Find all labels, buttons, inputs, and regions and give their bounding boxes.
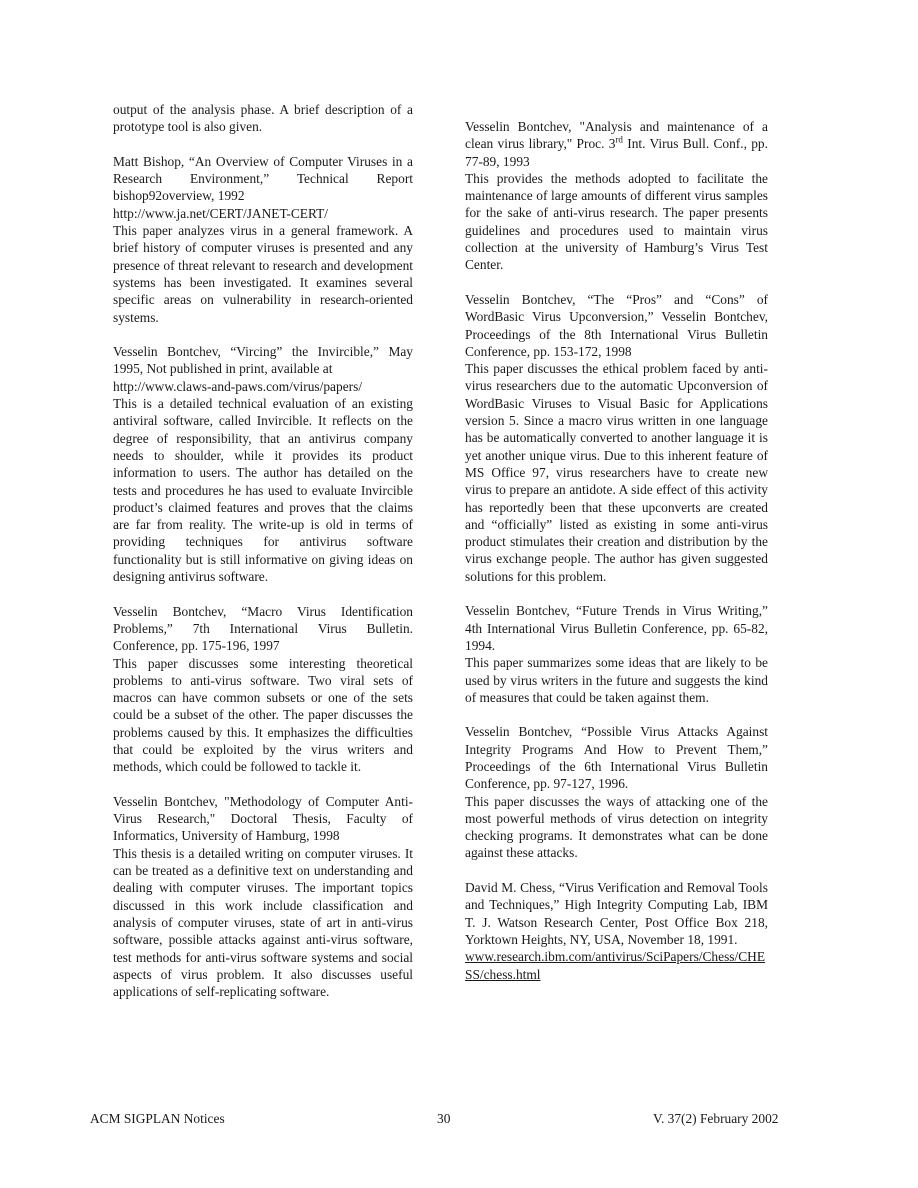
citation-text: Vesselin Bontchev, "Analysis and maintenance of a clean virus library," Proc. 3 bbox=[465, 119, 768, 152]
reference-url: http://www.claws-and-paws.com/virus/papers/ bbox=[113, 378, 363, 394]
reference-citation: Vesselin Bontchev, “Vircing” the Invircible,” May 1995, Not published in print, available at bbox=[113, 344, 413, 377]
reference-entry bbox=[113, 343, 413, 585]
reference-abstract: This paper discusses some interesting theoretical problems to anti-virus software. Two viral sets of macros can have common subsets or one of the sets could be a subset of the other. The paper discusses the problems caused by this. It emphasizes the difficulties that could be exploited by the virus writers and methods, which could be followed to tackle it. bbox=[113, 655, 413, 775]
reference-entry bbox=[465, 291, 768, 585]
reference-entry bbox=[465, 118, 768, 274]
reference-abstract: This paper analyzes virus in a general framework. A brief history of computer viruses is presented and any presence of threat relevant to research and development systems has been investigated. It examines several specific areas on vulnerability in research-oriented systems. bbox=[113, 223, 413, 325]
reference-citation: David M. Chess, “Virus Verification and Removal Tools and Techniques,” High Integrity Computing Lab, IBM T. J. Watson Research Center, Post Office Box 218, Yorktown Heights, NY, USA, November 18, 1991. bbox=[465, 880, 768, 947]
reference-citation: Vesselin Bontchev, "Methodology of Computer Anti-Virus Research," Doctoral Thesis, Faculty of Informatics, University of Hamburg, 1998 bbox=[113, 793, 413, 844]
citation-text: Int. Virus Bull. Conf., pp. 77-89, 1993 bbox=[465, 136, 768, 169]
reference-citation: Vesselin Bontchev, “Possible Virus Attacks Against Integrity Programs And How to Prevent Them,” Proceedings of the 6th International Virus Bulletin Conference, pp. 97-127, 1996. bbox=[465, 724, 768, 792]
reference-entry bbox=[465, 723, 768, 861]
reference-citation bbox=[465, 118, 768, 170]
reference-url: http://www.ja.net/CERT/JANET-CERT/ bbox=[113, 205, 328, 221]
reference-abstract: This paper discusses the ways of attacking one of the most powerful methods of virus detection on integrity checking programs. It demonstrates what can be done against these attacks. bbox=[465, 793, 768, 861]
reference-abstract: This thesis is a detailed writing on computer viruses. It can be treated as a definitive text on understanding and dealing with computer viruses. The important topics discussed in this work include classification and analysis of computer viruses, state of art in anti-virus software, possible attacks against anti-virus software, test methods for anti-virus software systems and social aspects of virus problem. It also discusses useful applications of self-replicating software. bbox=[113, 845, 413, 1000]
left-column bbox=[113, 101, 413, 1018]
reference-entry bbox=[113, 603, 413, 776]
reference-citation: Matt Bishop, “An Overview of Computer Viruses in a Research Environment,” Technical Report bishop92overview, 1992 bbox=[113, 153, 413, 204]
right-column bbox=[465, 118, 768, 1000]
footer-issue: V. 37(2) February 2002 bbox=[653, 1111, 779, 1126]
reference-entry bbox=[465, 879, 768, 983]
reference-citation: Vesselin Bontchev, “Macro Virus Identification Problems,” 7th International Virus Bulletin. Conference, pp. 175-196, 1997 bbox=[113, 603, 413, 654]
ordinal-superscript: rd bbox=[615, 134, 623, 145]
footer-journal: ACM SIGPLAN Notices bbox=[90, 1111, 225, 1126]
intro-continuation bbox=[113, 101, 413, 136]
reference-url-line bbox=[465, 948, 768, 983]
reference-entry bbox=[113, 793, 413, 1001]
reference-abstract: This paper summarizes some ideas that are likely to be used by virus writers in the future and suggests the kind of measures that could be taken against them. bbox=[465, 655, 768, 705]
reference-link[interactable]: www.research.ibm.com/antivirus/SciPapers/Chess/CHESS/chess.html bbox=[465, 949, 765, 982]
footer-page-number: 30 bbox=[437, 1111, 451, 1126]
reference-abstract: This is a detailed technical evaluation of an existing antiviral software, called Invircible. It reflects on the degree of responsibility, that an antivirus company needs to shoulder, while it provides its product information to users. The author has detailed on the tests and procedures he has used to evaluate Invircible product’s claimed features and proves that the claims are far from reality. The write-up is old in terms of providing techniques for antivirus software functionality but is still informative on giving ideas on designing antivirus software. bbox=[113, 396, 413, 585]
reference-entry bbox=[113, 153, 413, 326]
reference-citation: Vesselin Bontchev, “Future Trends in Virus Writing,” 4th International Virus Bulletin Conference, pp. 65-82, 1994. bbox=[465, 603, 768, 653]
intro-text: output of the analysis phase. A brief description of a prototype tool is also given. bbox=[113, 102, 413, 135]
reference-entry bbox=[465, 602, 768, 706]
reference-abstract: This paper discusses the ethical problem faced by anti-virus researchers due to the automatic Upconversion of WordBasic Viruses to Visual Basic for Applications version 5. Since a macro virus written in one language has be automatically converted to another language it is yet another unique virus. Due to this inherent feature of MS Office 97, virus researchers have to create new virus to prepare an antidote. A side effect of this activity has reportedly been that these upconverts are created and “officially” listed as existing in some anti-virus product stimulates their creation and distribution by the virus exchange people. The author has given suggested solutions for this problem. bbox=[465, 361, 768, 584]
reference-citation: Vesselin Bontchev, “The “Pros” and “Cons” of WordBasic Virus Upconversion,” Vesselin Bontchev, Proceedings of the 8th International Virus Bulletin Conference, pp. 153-172, 1998 bbox=[465, 291, 768, 359]
reference-abstract: This provides the methods adopted to facilitate the maintenance of large amounts of different virus samples for the sake of anti-virus research. The paper presents guidelines and procedures used to maintain virus collection at the university of Hamburg’s Virus Test Center. bbox=[465, 170, 768, 273]
